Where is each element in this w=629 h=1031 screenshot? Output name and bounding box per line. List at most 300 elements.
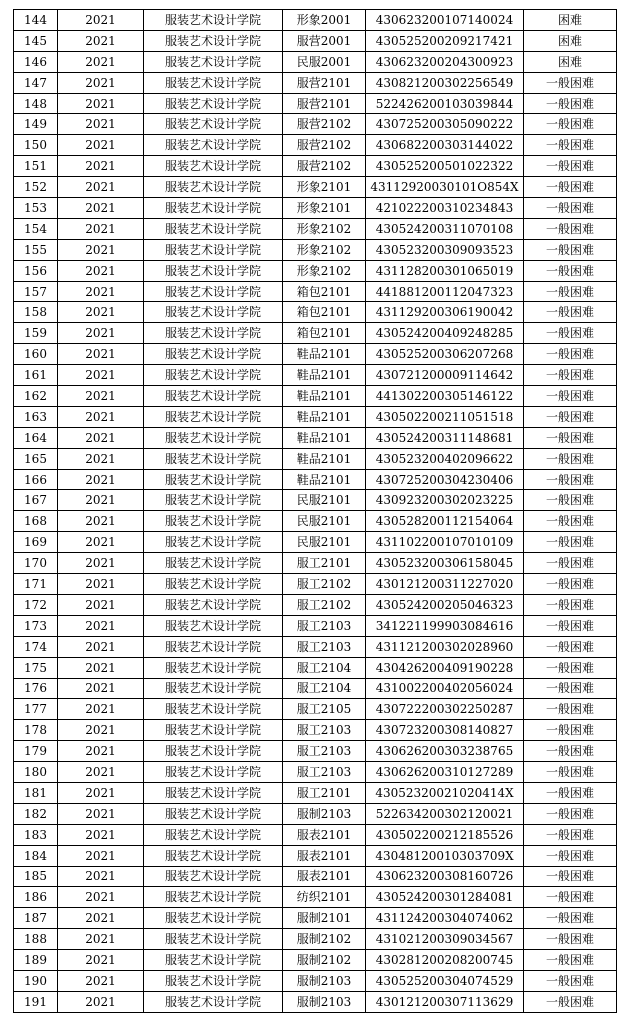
table-row — [14, 950, 617, 971]
class-cell: 服表2101 — [283, 824, 366, 845]
class-cell: 服工2103 — [283, 762, 366, 783]
college-cell: 服装艺术设计学院 — [144, 365, 283, 386]
class-cell: 纺织2101 — [283, 887, 366, 908]
id-number-cell: 430524200311070108 — [366, 218, 524, 239]
class-cell: 形象2101 — [283, 177, 366, 198]
id-number-cell: 431129200306190042 — [366, 302, 524, 323]
id-number-cell: 341221199903084616 — [366, 615, 524, 636]
difficulty-level-cell: 一般困难 — [524, 344, 617, 365]
table-row — [14, 803, 617, 824]
difficulty-level-cell: 一般困难 — [524, 950, 617, 971]
class-cell: 服工2104 — [283, 678, 366, 699]
year-cell: 2021 — [58, 678, 144, 699]
year-cell: 2021 — [58, 386, 144, 407]
class-cell: 服工2101 — [283, 782, 366, 803]
id-number-cell: 430426200409190228 — [366, 657, 524, 678]
difficulty-level-cell: 一般困难 — [524, 553, 617, 574]
table-row — [14, 532, 617, 553]
roster-table — [13, 9, 617, 1013]
id-number-cell: 430626200310127289 — [366, 762, 524, 783]
class-cell: 服工2102 — [283, 594, 366, 615]
year-cell: 2021 — [58, 323, 144, 344]
id-number-cell: 430722200302250287 — [366, 699, 524, 720]
college-cell: 服装艺术设计学院 — [144, 636, 283, 657]
difficulty-level-cell: 一般困难 — [524, 490, 617, 511]
seq-cell: 184 — [14, 845, 58, 866]
seq-cell: 190 — [14, 970, 58, 991]
seq-cell: 181 — [14, 782, 58, 803]
table-row — [14, 72, 617, 93]
class-cell: 服制2103 — [283, 970, 366, 991]
difficulty-level-cell: 一般困难 — [524, 699, 617, 720]
difficulty-level-cell: 一般困难 — [524, 782, 617, 803]
year-cell: 2021 — [58, 511, 144, 532]
table-row — [14, 365, 617, 386]
seq-cell: 159 — [14, 323, 58, 344]
year-cell: 2021 — [58, 845, 144, 866]
college-cell: 服装艺术设计学院 — [144, 323, 283, 344]
year-cell: 2021 — [58, 490, 144, 511]
table-row — [14, 198, 617, 219]
year-cell: 2021 — [58, 448, 144, 469]
seq-cell: 187 — [14, 908, 58, 929]
table-row — [14, 991, 617, 1012]
college-cell: 服装艺术设计学院 — [144, 406, 283, 427]
class-cell: 服表2101 — [283, 845, 366, 866]
class-cell: 服制2101 — [283, 908, 366, 929]
college-cell: 服装艺术设计学院 — [144, 114, 283, 135]
seq-cell: 174 — [14, 636, 58, 657]
seq-cell: 167 — [14, 490, 58, 511]
table-row — [14, 970, 617, 991]
id-number-cell: 430528200112154064 — [366, 511, 524, 532]
id-number-cell: 431128200301065019 — [366, 260, 524, 281]
difficulty-level-cell: 一般困难 — [524, 511, 617, 532]
seq-cell: 173 — [14, 615, 58, 636]
id-number-cell: 441881200112047323 — [366, 281, 524, 302]
table-row — [14, 177, 617, 198]
id-number-cell: 430682200303144022 — [366, 135, 524, 156]
year-cell: 2021 — [58, 239, 144, 260]
seq-cell: 149 — [14, 114, 58, 135]
table-row — [14, 699, 617, 720]
class-cell: 服营2102 — [283, 135, 366, 156]
seq-cell: 191 — [14, 991, 58, 1012]
table-row — [14, 51, 617, 72]
class-cell: 民服2101 — [283, 532, 366, 553]
id-number-cell: 430821200302256549 — [366, 72, 524, 93]
table-row — [14, 156, 617, 177]
seq-cell: 183 — [14, 824, 58, 845]
table-row — [14, 615, 617, 636]
college-cell: 服装艺术设计学院 — [144, 803, 283, 824]
id-number-cell: 430524200311148681 — [366, 427, 524, 448]
year-cell: 2021 — [58, 260, 144, 281]
id-number-cell: 43052320021020414X — [366, 782, 524, 803]
year-cell: 2021 — [58, 344, 144, 365]
id-number-cell: 522634200302120021 — [366, 803, 524, 824]
year-cell: 2021 — [58, 156, 144, 177]
college-cell: 服装艺术设计学院 — [144, 93, 283, 114]
college-cell: 服装艺术设计学院 — [144, 615, 283, 636]
difficulty-level-cell: 一般困难 — [524, 427, 617, 448]
class-cell: 民服2101 — [283, 490, 366, 511]
difficulty-level-cell: 一般困难 — [524, 887, 617, 908]
id-number-cell: 430281200208200745 — [366, 950, 524, 971]
class-cell: 形象2001 — [283, 10, 366, 31]
difficulty-level-cell: 一般困难 — [524, 281, 617, 302]
seq-cell: 155 — [14, 239, 58, 260]
id-number-cell: 430623200107140024 — [366, 10, 524, 31]
difficulty-level-cell: 一般困难 — [524, 93, 617, 114]
year-cell: 2021 — [58, 950, 144, 971]
seq-cell: 160 — [14, 344, 58, 365]
year-cell: 2021 — [58, 198, 144, 219]
difficulty-level-cell: 一般困难 — [524, 72, 617, 93]
table-row — [14, 344, 617, 365]
college-cell: 服装艺术设计学院 — [144, 782, 283, 803]
seq-cell: 168 — [14, 511, 58, 532]
id-number-cell: 430725200305090222 — [366, 114, 524, 135]
year-cell: 2021 — [58, 908, 144, 929]
class-cell: 箱包2101 — [283, 281, 366, 302]
year-cell: 2021 — [58, 51, 144, 72]
college-cell: 服装艺术设计学院 — [144, 448, 283, 469]
year-cell: 2021 — [58, 720, 144, 741]
year-cell: 2021 — [58, 10, 144, 31]
seq-cell: 148 — [14, 93, 58, 114]
college-cell: 服装艺术设计学院 — [144, 386, 283, 407]
year-cell: 2021 — [58, 929, 144, 950]
year-cell: 2021 — [58, 991, 144, 1012]
seq-cell: 172 — [14, 594, 58, 615]
id-number-cell: 522426200103039844 — [366, 93, 524, 114]
class-cell: 服工2103 — [283, 636, 366, 657]
year-cell: 2021 — [58, 302, 144, 323]
class-cell: 服营2101 — [283, 93, 366, 114]
class-cell: 服工2105 — [283, 699, 366, 720]
id-number-cell: 430923200302023225 — [366, 490, 524, 511]
class-cell: 服营2001 — [283, 30, 366, 51]
class-cell: 服制2102 — [283, 929, 366, 950]
difficulty-level-cell: 一般困难 — [524, 929, 617, 950]
difficulty-level-cell: 一般困难 — [524, 970, 617, 991]
id-number-cell: 430525200304074529 — [366, 970, 524, 991]
difficulty-level-cell: 一般困难 — [524, 803, 617, 824]
id-number-cell: 430523200309093523 — [366, 239, 524, 260]
college-cell: 服装艺术设计学院 — [144, 30, 283, 51]
id-number-cell: 430524200205046323 — [366, 594, 524, 615]
id-number-cell: 421022200310234843 — [366, 198, 524, 219]
difficulty-level-cell: 一般困难 — [524, 762, 617, 783]
class-cell: 鞋品2101 — [283, 344, 366, 365]
id-number-cell: 430723200308140827 — [366, 720, 524, 741]
difficulty-level-cell: 困难 — [524, 30, 617, 51]
class-cell: 民服2101 — [283, 511, 366, 532]
difficulty-level-cell: 一般困难 — [524, 720, 617, 741]
class-cell: 服工2103 — [283, 615, 366, 636]
college-cell: 服装艺术设计学院 — [144, 260, 283, 281]
year-cell: 2021 — [58, 615, 144, 636]
year-cell: 2021 — [58, 594, 144, 615]
seq-cell: 144 — [14, 10, 58, 31]
table-row — [14, 553, 617, 574]
seq-cell: 180 — [14, 762, 58, 783]
seq-cell: 158 — [14, 302, 58, 323]
seq-cell: 165 — [14, 448, 58, 469]
year-cell: 2021 — [58, 218, 144, 239]
table-row — [14, 93, 617, 114]
college-cell: 服装艺术设计学院 — [144, 302, 283, 323]
difficulty-level-cell: 一般困难 — [524, 532, 617, 553]
difficulty-level-cell: 一般困难 — [524, 302, 617, 323]
college-cell: 服装艺术设计学院 — [144, 720, 283, 741]
difficulty-level-cell: 一般困难 — [524, 636, 617, 657]
class-cell: 箱包2101 — [283, 302, 366, 323]
table-row — [14, 824, 617, 845]
id-number-cell: 430121200311227020 — [366, 574, 524, 595]
class-cell: 民服2001 — [283, 51, 366, 72]
id-number-cell: 430121200307113629 — [366, 991, 524, 1012]
table-row — [14, 574, 617, 595]
table-row — [14, 114, 617, 135]
class-cell: 服制2103 — [283, 991, 366, 1012]
seq-cell: 147 — [14, 72, 58, 93]
year-cell: 2021 — [58, 887, 144, 908]
year-cell: 2021 — [58, 72, 144, 93]
year-cell: 2021 — [58, 803, 144, 824]
seq-cell: 156 — [14, 260, 58, 281]
id-number-cell: 43112920030101O854X — [366, 177, 524, 198]
table-row — [14, 887, 617, 908]
college-cell: 服装艺术设计学院 — [144, 218, 283, 239]
table-row — [14, 511, 617, 532]
seq-cell: 169 — [14, 532, 58, 553]
difficulty-level-cell: 一般困难 — [524, 448, 617, 469]
college-cell: 服装艺术设计学院 — [144, 239, 283, 260]
difficulty-level-cell: 一般困难 — [524, 260, 617, 281]
class-cell: 服制2103 — [283, 803, 366, 824]
table-row — [14, 469, 617, 490]
table-row — [14, 636, 617, 657]
college-cell: 服装艺术设计学院 — [144, 490, 283, 511]
table-row — [14, 678, 617, 699]
year-cell: 2021 — [58, 532, 144, 553]
table-row — [14, 448, 617, 469]
seq-cell: 176 — [14, 678, 58, 699]
id-number-cell: 43048120010303709X — [366, 845, 524, 866]
id-number-cell: 430525200306207268 — [366, 344, 524, 365]
roster-body — [14, 10, 617, 1013]
difficulty-level-cell: 一般困难 — [524, 156, 617, 177]
table-row — [14, 845, 617, 866]
college-cell: 服装艺术设计学院 — [144, 866, 283, 887]
table-row — [14, 323, 617, 344]
year-cell: 2021 — [58, 574, 144, 595]
year-cell: 2021 — [58, 93, 144, 114]
difficulty-level-cell: 一般困难 — [524, 866, 617, 887]
id-number-cell: 430524200301284081 — [366, 887, 524, 908]
table-row — [14, 30, 617, 51]
year-cell: 2021 — [58, 636, 144, 657]
college-cell: 服装艺术设计学院 — [144, 908, 283, 929]
college-cell: 服装艺术设计学院 — [144, 929, 283, 950]
college-cell: 服装艺术设计学院 — [144, 887, 283, 908]
college-cell: 服装艺术设计学院 — [144, 511, 283, 532]
id-number-cell: 441302200305146122 — [366, 386, 524, 407]
seq-cell: 166 — [14, 469, 58, 490]
difficulty-level-cell: 一般困难 — [524, 177, 617, 198]
seq-cell: 164 — [14, 427, 58, 448]
college-cell: 服装艺术设计学院 — [144, 845, 283, 866]
difficulty-level-cell: 一般困难 — [524, 845, 617, 866]
table-row — [14, 720, 617, 741]
seq-cell: 186 — [14, 887, 58, 908]
college-cell: 服装艺术设计学院 — [144, 970, 283, 991]
difficulty-level-cell: 一般困难 — [524, 198, 617, 219]
college-cell: 服装艺术设计学院 — [144, 594, 283, 615]
college-cell: 服装艺术设计学院 — [144, 991, 283, 1012]
seq-cell: 182 — [14, 803, 58, 824]
id-number-cell: 431124200304074062 — [366, 908, 524, 929]
difficulty-level-cell: 一般困难 — [524, 908, 617, 929]
college-cell: 服装艺术设计学院 — [144, 574, 283, 595]
table-row — [14, 741, 617, 762]
year-cell: 2021 — [58, 427, 144, 448]
table-row — [14, 594, 617, 615]
seq-cell: 161 — [14, 365, 58, 386]
college-cell: 服装艺术设计学院 — [144, 177, 283, 198]
college-cell: 服装艺术设计学院 — [144, 762, 283, 783]
seq-cell: 189 — [14, 950, 58, 971]
year-cell: 2021 — [58, 30, 144, 51]
year-cell: 2021 — [58, 762, 144, 783]
difficulty-level-cell: 一般困难 — [524, 741, 617, 762]
id-number-cell: 430523200306158045 — [366, 553, 524, 574]
year-cell: 2021 — [58, 177, 144, 198]
difficulty-level-cell: 一般困难 — [524, 824, 617, 845]
difficulty-level-cell: 一般困难 — [524, 574, 617, 595]
year-cell: 2021 — [58, 135, 144, 156]
class-cell: 鞋品2101 — [283, 427, 366, 448]
table-row — [14, 929, 617, 950]
class-cell: 鞋品2101 — [283, 386, 366, 407]
id-number-cell: 430626200303238765 — [366, 741, 524, 762]
college-cell: 服装艺术设计学院 — [144, 824, 283, 845]
table-row — [14, 762, 617, 783]
table-row — [14, 302, 617, 323]
seq-cell: 185 — [14, 866, 58, 887]
year-cell: 2021 — [58, 657, 144, 678]
college-cell: 服装艺术设计学院 — [144, 281, 283, 302]
seq-cell: 157 — [14, 281, 58, 302]
class-cell: 服工2103 — [283, 741, 366, 762]
id-number-cell: 430623200204300923 — [366, 51, 524, 72]
seq-cell: 170 — [14, 553, 58, 574]
id-number-cell: 430524200409248285 — [366, 323, 524, 344]
seq-cell: 146 — [14, 51, 58, 72]
college-cell: 服装艺术设计学院 — [144, 427, 283, 448]
class-cell: 服表2101 — [283, 866, 366, 887]
year-cell: 2021 — [58, 970, 144, 991]
class-cell: 服营2102 — [283, 114, 366, 135]
class-cell: 服工2102 — [283, 574, 366, 595]
college-cell: 服装艺术设计学院 — [144, 950, 283, 971]
table-row — [14, 386, 617, 407]
difficulty-level-cell: 一般困难 — [524, 239, 617, 260]
year-cell: 2021 — [58, 824, 144, 845]
class-cell: 形象2102 — [283, 218, 366, 239]
seq-cell: 163 — [14, 406, 58, 427]
difficulty-level-cell: 困难 — [524, 51, 617, 72]
year-cell: 2021 — [58, 469, 144, 490]
class-cell: 箱包2101 — [283, 323, 366, 344]
year-cell: 2021 — [58, 365, 144, 386]
seq-cell: 153 — [14, 198, 58, 219]
id-number-cell: 430721200009114642 — [366, 365, 524, 386]
table-row — [14, 406, 617, 427]
seq-cell: 175 — [14, 657, 58, 678]
class-cell: 鞋品2101 — [283, 469, 366, 490]
seq-cell: 162 — [14, 386, 58, 407]
year-cell: 2021 — [58, 553, 144, 574]
table-row — [14, 135, 617, 156]
college-cell: 服装艺术设计学院 — [144, 532, 283, 553]
id-number-cell: 431021200309034567 — [366, 929, 524, 950]
table-row — [14, 239, 617, 260]
difficulty-level-cell: 一般困难 — [524, 469, 617, 490]
class-cell: 服营2101 — [283, 72, 366, 93]
difficulty-level-cell: 一般困难 — [524, 406, 617, 427]
year-cell: 2021 — [58, 281, 144, 302]
year-cell: 2021 — [58, 406, 144, 427]
college-cell: 服装艺术设计学院 — [144, 469, 283, 490]
year-cell: 2021 — [58, 699, 144, 720]
difficulty-level-cell: 困难 — [524, 10, 617, 31]
college-cell: 服装艺术设计学院 — [144, 51, 283, 72]
table-row — [14, 218, 617, 239]
id-number-cell: 431102200107010109 — [366, 532, 524, 553]
seq-cell: 154 — [14, 218, 58, 239]
table-row — [14, 10, 617, 31]
id-number-cell: 431002200402056024 — [366, 678, 524, 699]
college-cell: 服装艺术设计学院 — [144, 344, 283, 365]
college-cell: 服装艺术设计学院 — [144, 72, 283, 93]
college-cell: 服装艺术设计学院 — [144, 741, 283, 762]
college-cell: 服装艺术设计学院 — [144, 135, 283, 156]
difficulty-level-cell: 一般困难 — [524, 657, 617, 678]
seq-cell: 179 — [14, 741, 58, 762]
table-row — [14, 657, 617, 678]
college-cell: 服装艺术设计学院 — [144, 678, 283, 699]
class-cell: 形象2102 — [283, 260, 366, 281]
table-row — [14, 490, 617, 511]
id-number-cell: 430725200304230406 — [366, 469, 524, 490]
year-cell: 2021 — [58, 114, 144, 135]
seq-cell: 145 — [14, 30, 58, 51]
college-cell: 服装艺术设计学院 — [144, 198, 283, 219]
id-number-cell: 430502200211051518 — [366, 406, 524, 427]
difficulty-level-cell: 一般困难 — [524, 114, 617, 135]
difficulty-level-cell: 一般困难 — [524, 678, 617, 699]
difficulty-level-cell: 一般困难 — [524, 323, 617, 344]
class-cell: 形象2101 — [283, 198, 366, 219]
difficulty-level-cell: 一般困难 — [524, 365, 617, 386]
difficulty-level-cell: 一般困难 — [524, 991, 617, 1012]
difficulty-level-cell: 一般困难 — [524, 615, 617, 636]
seq-cell: 177 — [14, 699, 58, 720]
college-cell: 服装艺术设计学院 — [144, 553, 283, 574]
